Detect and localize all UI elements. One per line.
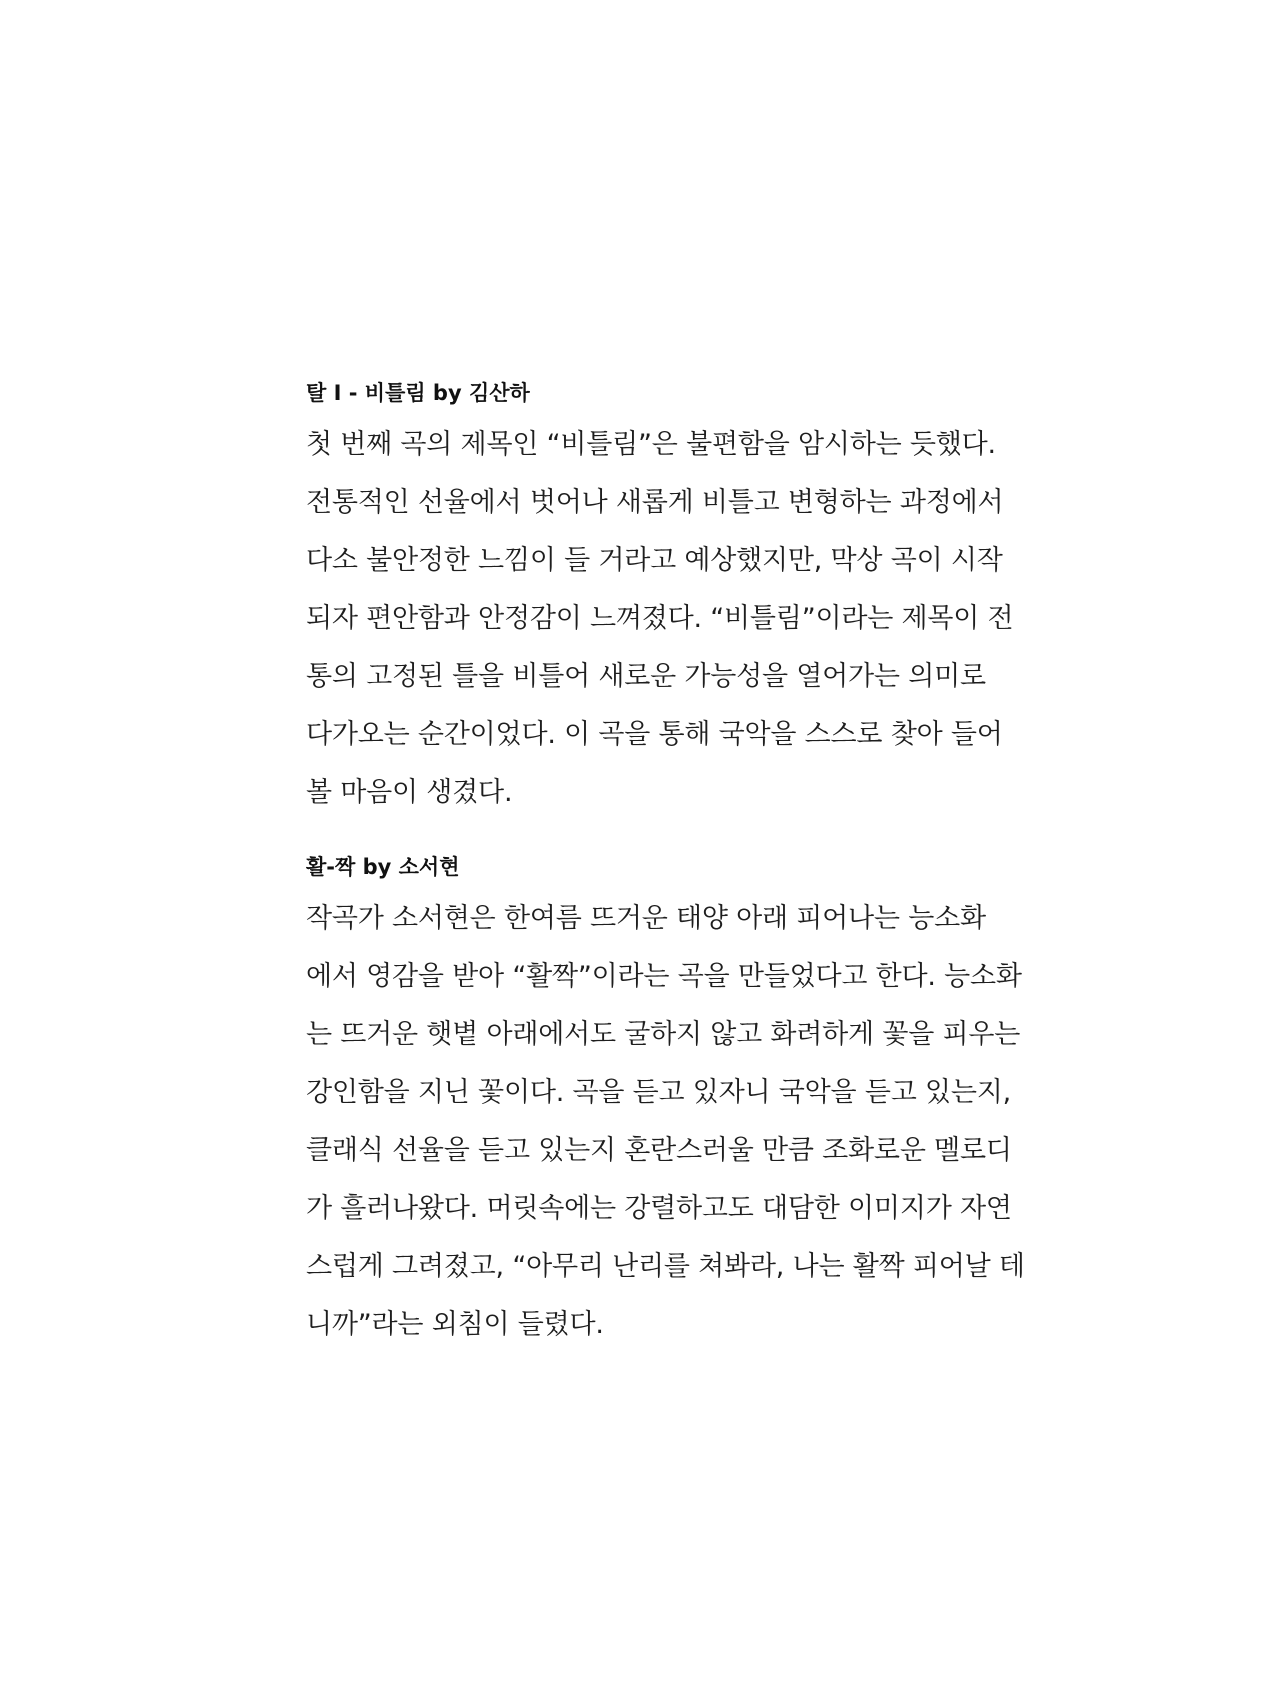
body-line: 다가오는 순간이었다. 이 곡을 통해 국악을 스스로 찾아 들어	[306, 719, 1003, 750]
body-line: 는 뜨거운 햇볕 아래에서도 굴하지 않고 화려하게 꽃을 피우는	[306, 1019, 1021, 1050]
section-heading: 활-짝 by 소서현	[306, 855, 460, 879]
body-line: 클래식 선율을 듣고 있는지 혼란스러울 만큼 조화로운 멜로디	[306, 1135, 1012, 1166]
body-line: 첫 번째 곡의 제목인 “비틀림”은 불편함을 암시하는 듯했다.	[306, 429, 996, 460]
body-line: 다소 불안정한 느낌이 들 거라고 예상했지만, 막상 곡이 시작	[306, 545, 1003, 576]
body-line: 전통적인 선율에서 벗어나 새롭게 비틀고 변형하는 과정에서	[306, 487, 1004, 518]
section-body	[306, 416, 1014, 822]
body-line: 강인함을 지닌 꽃이다. 곡을 듣고 있자니 국악을 듣고 있는지,	[306, 1077, 1011, 1108]
body-line: 가 흘러나왔다. 머릿속에는 강렬하고도 대담한 이미지가 자연	[306, 1193, 1012, 1224]
body-line: 스럽게 그려졌고, “아무리 난리를 쳐봐라, 나는 활짝 피어날 테	[306, 1251, 1025, 1282]
section-body	[306, 890, 1025, 1354]
review-section-hwaljjak	[306, 852, 1025, 1354]
body-line: 에서 영감을 받아 “활짝”이라는 곡을 만들었다고 한다. 능소화	[306, 961, 1022, 992]
body-line: 작곡가 소서현은 한여름 뜨거운 태양 아래 피어나는 능소화	[306, 903, 986, 934]
body-line: 니까”라는 외침이 들렸다.	[306, 1309, 604, 1340]
review-section-bitullim	[306, 378, 1014, 822]
body-line: 통의 고정된 틀을 비틀어 새로운 가능성을 열어가는 의미로	[306, 661, 986, 692]
section-heading: 탈 I - 비틀림 by 김산하	[306, 381, 530, 405]
body-line: 볼 마음이 생겼다.	[306, 777, 513, 808]
body-line: 되자 편안함과 안정감이 느껴졌다. “비틀림”이라는 제목이 전	[306, 603, 1014, 634]
